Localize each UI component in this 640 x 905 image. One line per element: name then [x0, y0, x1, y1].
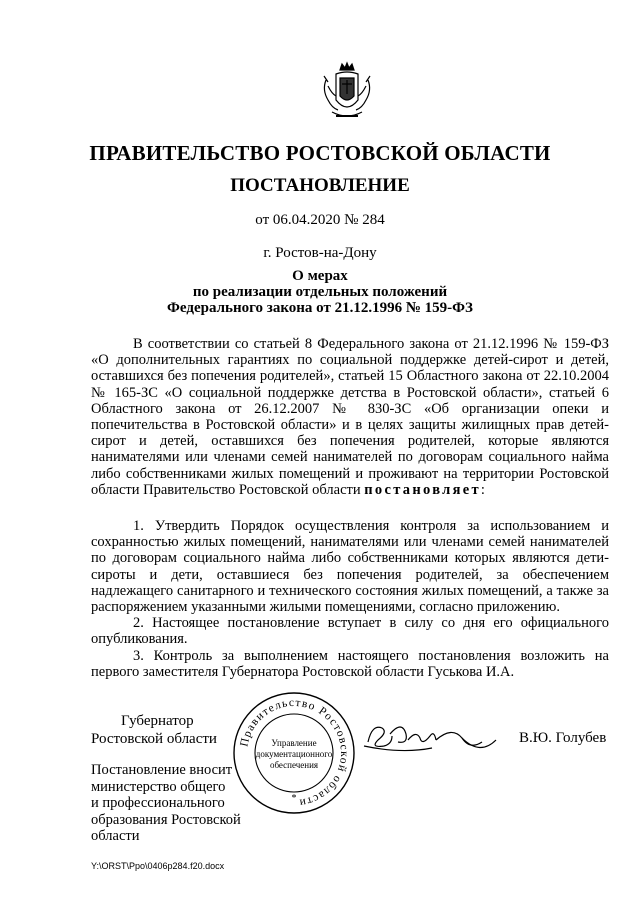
- item-1: 1. Утвердить Порядок осуществления контроля за использованием и сохранностью жилых помещений, нанимателями или членами семей нанимателей по договорам социального найма либо собственниками которых являются дети-сироты и дети, оставшиеся без попечения родителей, за обеспечением надлежащего санитарного и технического состояния жилых помещений, а также за распоряжением указанными жилыми помещениями, согласно приложению.: [91, 518, 609, 616]
- heading-line-2: по реализации отдельных положений: [192, 284, 448, 300]
- preamble-paragraph: [91, 336, 609, 498]
- heading-line-1: О мерах: [292, 268, 348, 284]
- signatory-position: [91, 712, 217, 748]
- position-line-1: Губернатор: [121, 713, 194, 729]
- stamp-star-icon: *: [291, 793, 297, 804]
- decree-items: [91, 518, 609, 680]
- preamble-text: В соответствии со статьей 8 Федерального закона от 21.12.1996 № 159-ФЗ «О дополнительных гарантиях по социальной поддержке детей-сирот и детей, оставшихся без попечения родителей», статьей 15 Областного закона от 22.10.2004 № 165-ЗС «О социальной поддержке детства в Ростовской области», статьей 6 Областного закона от 26.12.2007 № 830-ЗС «Об организации опеки и попечительства в Ростовской области» и в целях защиты жилищных прав детей-сирот и детей, оставшихся без попечения родителей, которые являются нанимателями или членами семей нанимателей по договорам социального найма либо собственниками жилых помещений и проживают на территории Ростовской области Правительство Ростовской области: [91, 336, 609, 498]
- submitted-line-3: и профессионального: [91, 795, 225, 811]
- government-name: ПРАВИТЕЛЬСТВО РОСТОВСКОЙ ОБЛАСТИ: [89, 141, 551, 165]
- item-3: 3. Контроль за выполнением настоящего постановления возложить на первого заместителя Губернатора Ростовской области Гуськова И.А.: [91, 647, 609, 680]
- heading-line-3: Федерального закона от 21.12.1996 № 159-ФЗ: [167, 300, 473, 316]
- preamble-colon: :: [480, 481, 485, 498]
- submitted-line-4: образования Ростовской: [91, 811, 241, 828]
- item-2: 2. Настоящее постановление вступает в силу со дня его официального опубликования.: [91, 615, 609, 648]
- stamp-ring-text: Правительство Ростовской области: [238, 696, 351, 809]
- submitted-line-2: министерство общего: [91, 778, 226, 795]
- stamp-inner-line-2: документационного: [255, 749, 333, 759]
- handwritten-signature: [362, 716, 502, 760]
- official-stamp: [231, 690, 357, 816]
- stamp-inner-line-1: Управление: [271, 738, 317, 748]
- date-number: от 06.04.2020 № 284: [255, 212, 385, 228]
- city: г. Ростов-на-Дону: [263, 245, 377, 261]
- file-path: Y:\ORST\Ppo\0406p284.f20.docx: [91, 861, 225, 871]
- submitted-by-block: [91, 762, 241, 845]
- document-heading: [0, 268, 640, 316]
- stamp-inner-line-3: обеспечения: [269, 760, 319, 770]
- decree-word: постановляет: [364, 481, 481, 498]
- position-line-2: Ростовской области: [91, 731, 217, 747]
- signatory-name: В.Ю. Голубев: [519, 730, 607, 746]
- coat-of-arms-icon: [318, 60, 376, 126]
- document-type: ПОСТАНОВЛЕНИЕ: [230, 175, 410, 196]
- submitted-line-1: Постановление вносит: [91, 762, 233, 778]
- submitted-line-5: области: [91, 828, 140, 844]
